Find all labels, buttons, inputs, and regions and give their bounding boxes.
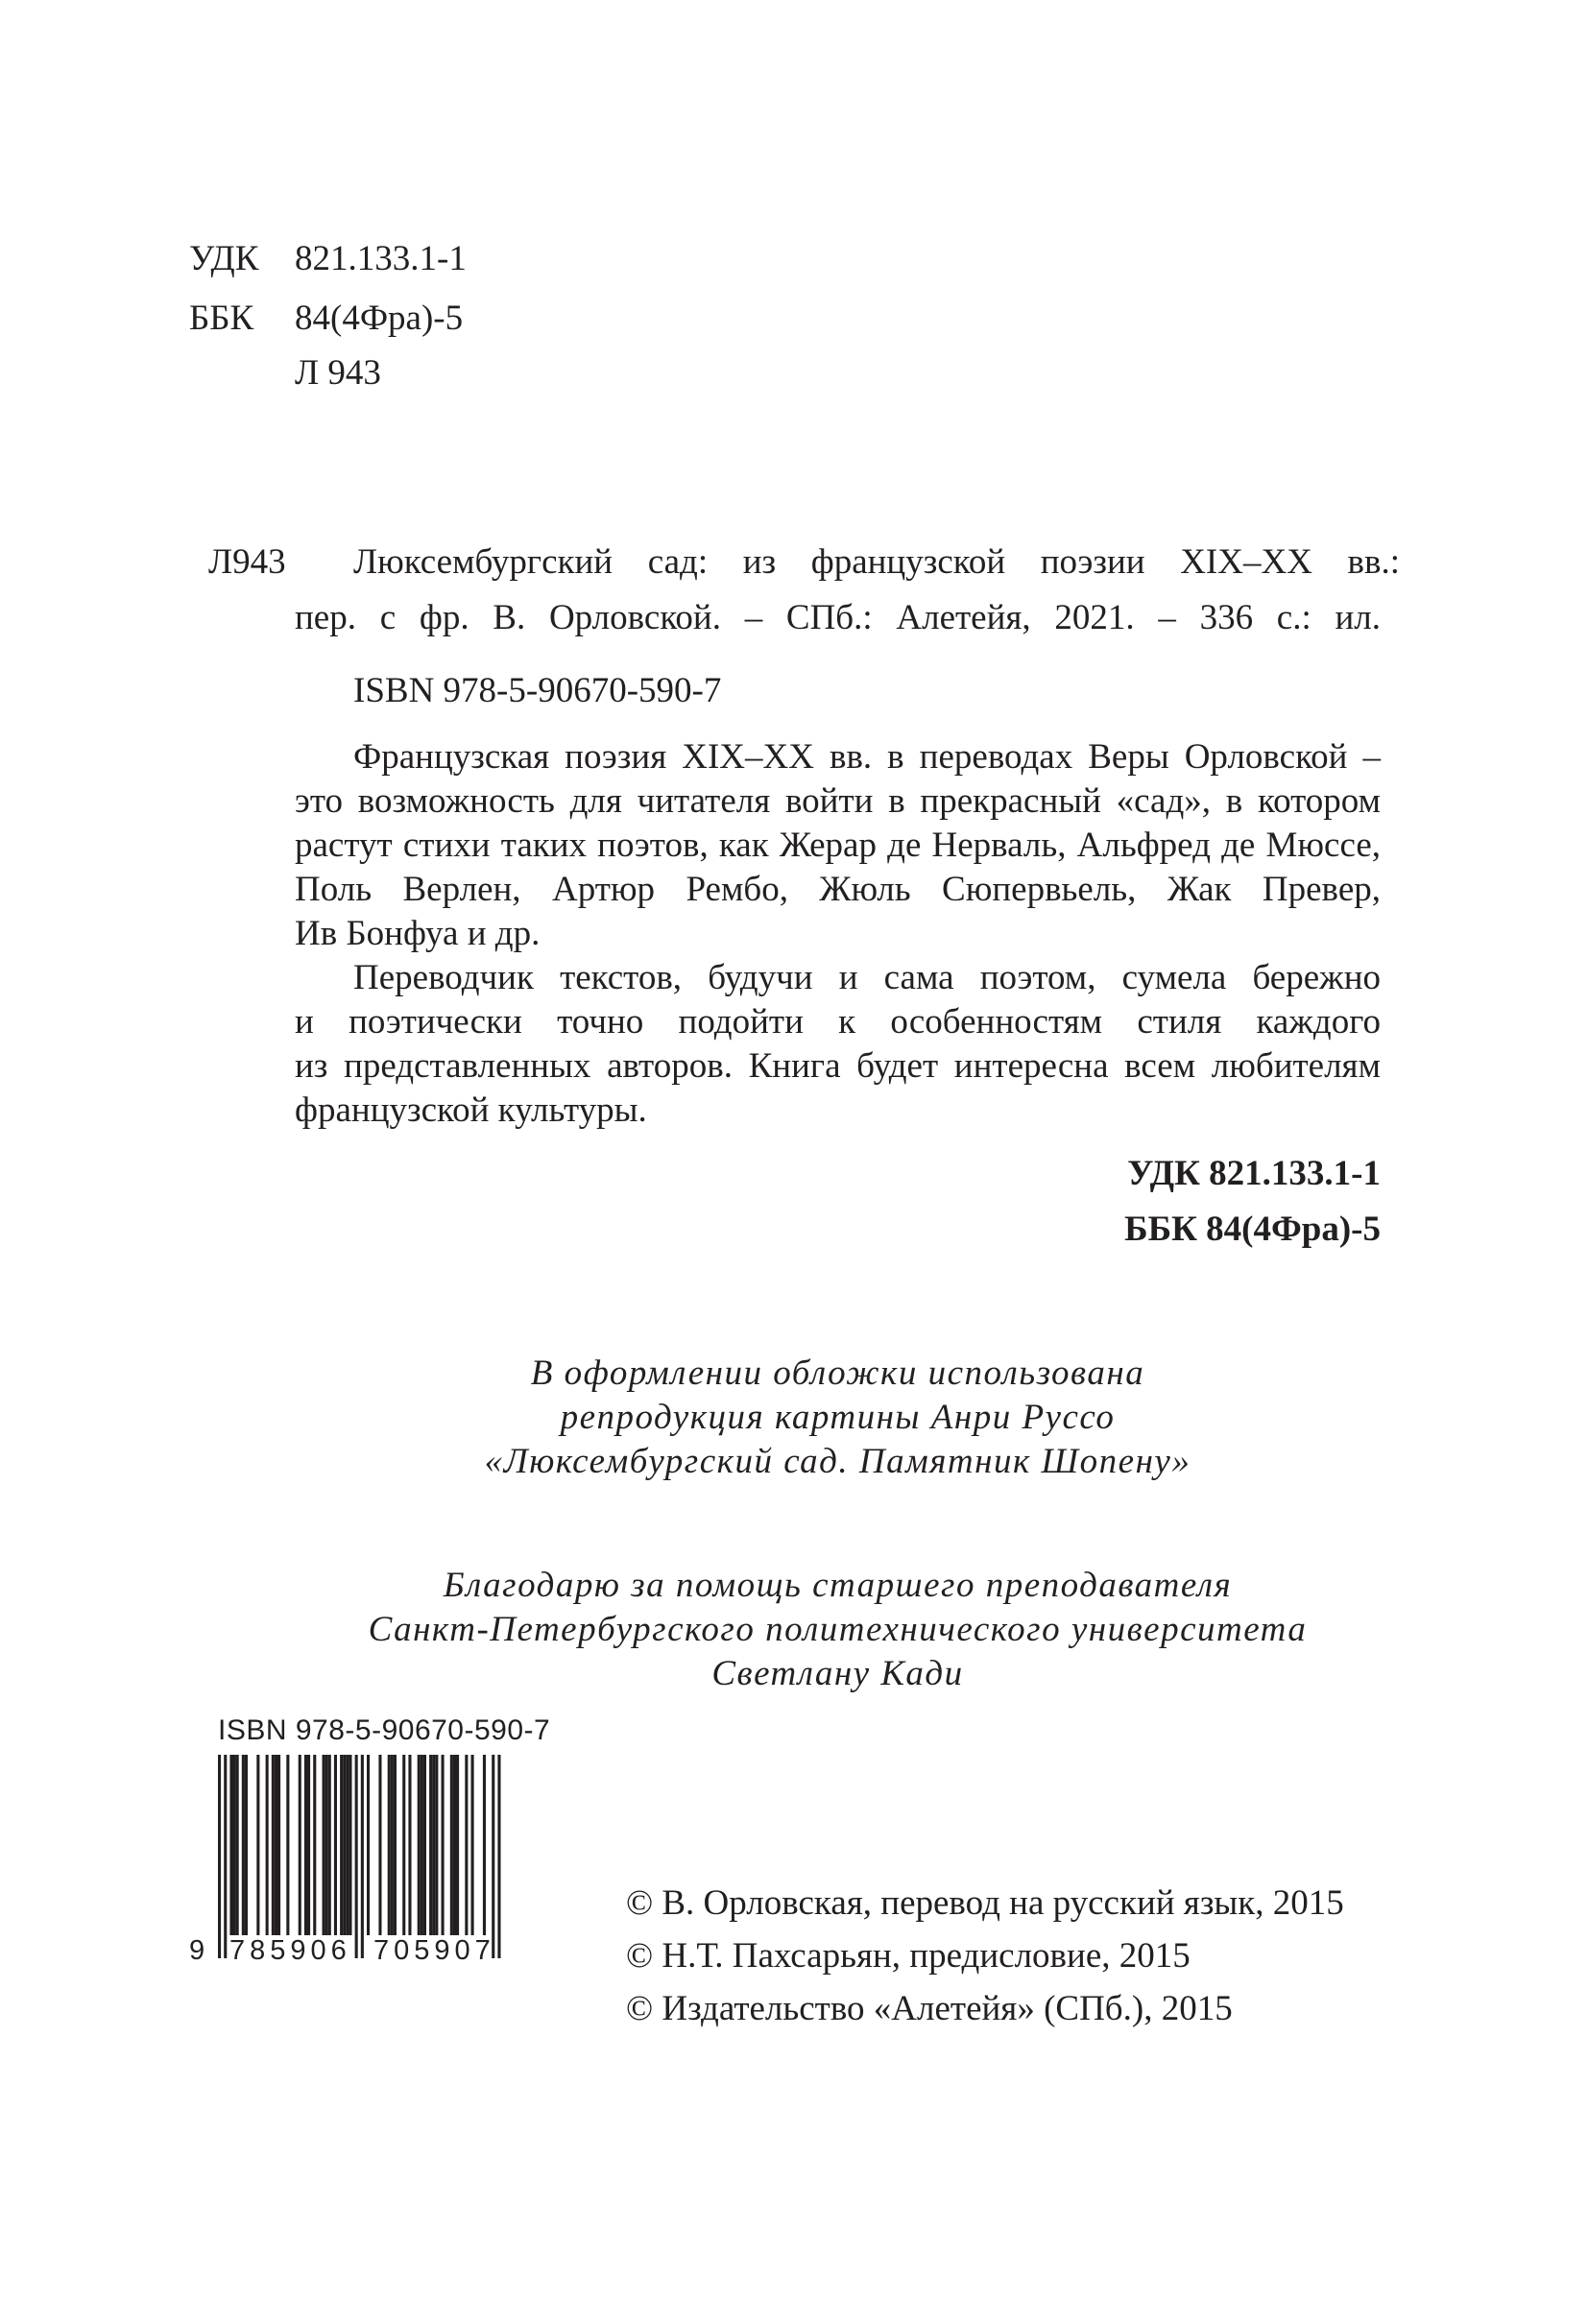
barcode-bar	[277, 1755, 280, 1935]
barcode-bar	[343, 1755, 346, 1935]
barcode-bar	[378, 1755, 381, 1935]
barcode-bar	[402, 1755, 405, 1935]
isbn-barcode	[189, 1714, 551, 1993]
barcode-bar	[453, 1755, 456, 1935]
cover-note	[288, 1352, 1387, 1484]
cover-note-line: В оформлении обложки использована	[530, 1354, 1145, 1393]
bbk-value-top: 84(4Фра)-5	[295, 299, 464, 338]
barcode-bar	[346, 1755, 349, 1935]
annotation-p2-line: из представленных авторов. Книга будет интересна всем любителям	[295, 1046, 1381, 1086]
annotation	[295, 735, 1381, 1133]
barcode-guard-bar	[492, 1755, 494, 1958]
barcode-bar	[275, 1755, 277, 1935]
acknowledgement-line: Благодарю за помощь старшего преподавателя	[443, 1566, 1233, 1605]
barcode-bar	[429, 1755, 432, 1935]
annotation-p1-line: Французская поэзия XIX–XX вв. в переводах Веры Орловской –	[353, 737, 1381, 777]
barcode-bar	[340, 1755, 343, 1935]
udk-value-top: 821.133.1-1	[295, 239, 467, 278]
barcode-bar	[423, 1755, 426, 1935]
entry-code: Л943	[208, 542, 286, 582]
barcode-bar	[391, 1755, 394, 1935]
barcode-bar	[432, 1755, 435, 1935]
barcode-bar	[266, 1755, 269, 1935]
bbk-label-top: ББК	[189, 299, 254, 338]
entry-isbn: ISBN 978-5-90670-590-7	[353, 671, 722, 710]
copyright-line: © В. Орловская, перевод на русский язык, 2015	[626, 1883, 1344, 1923]
acknowledgement	[288, 1564, 1387, 1696]
barcode-bar	[245, 1755, 248, 1935]
barcode-bar	[325, 1755, 328, 1935]
entry-imprint-line: пер. с фр. В. Орловской. – СПб.: Алетейя, 2021. – 336 с.: ил.	[295, 598, 1381, 637]
barcode-bar	[299, 1755, 301, 1935]
udk-bold: УДК 821.133.1-1	[1127, 1154, 1381, 1193]
barcode-bar	[394, 1755, 397, 1935]
copyright-block	[626, 1881, 1344, 2040]
barcode-bar	[304, 1755, 307, 1935]
barcode-bar	[233, 1755, 236, 1935]
barcode-bar	[465, 1755, 468, 1935]
cover-note-line: «Люксембургский сад. Памятник Шопену»	[484, 1442, 1191, 1481]
barcode-guard-bar	[224, 1755, 227, 1958]
annotation-p2-line: и поэтически точно подойти к особенностям стиля каждого	[295, 1002, 1381, 1042]
barcode-bar	[229, 1755, 232, 1935]
barcode-bar	[242, 1755, 245, 1935]
barcode-bar	[328, 1755, 331, 1935]
barcode-bar	[272, 1755, 275, 1935]
barcode-guard-bar	[361, 1755, 364, 1958]
barcode-bar	[286, 1755, 289, 1935]
barcode-bar	[236, 1755, 239, 1935]
barcode-bar	[442, 1755, 445, 1935]
barcode-isbn-text: ISBN 978-5-90670-590-7	[218, 1714, 551, 1746]
annotation-p2-line: Переводчик текстов, будучи и сама поэтом, сумела бережно	[353, 958, 1381, 997]
barcode-bar	[334, 1755, 337, 1935]
barcode-guard-bar	[218, 1755, 221, 1958]
barcode-bar	[483, 1755, 486, 1935]
annotation-p1-line: растут стихи таких поэтов, как Жерар де Нерваль, Альфред де Мюссе,	[295, 826, 1381, 865]
copyright-line: © Н.Т. Пахсарьян, предисловие, 2015	[626, 1936, 1191, 1976]
barcode-bar	[471, 1755, 474, 1935]
barcode-bar	[450, 1755, 453, 1935]
annotation-p2-line: французской культуры.	[295, 1090, 647, 1130]
acknowledgement-line: Светлану Кади	[711, 1654, 964, 1693]
entry-title-line: Люксембургский сад: из французской поэзии XIX–XX вв.:	[353, 542, 1400, 582]
barcode-guard-bar	[497, 1755, 500, 1958]
author-code-top: Л 943	[295, 353, 381, 393]
barcode-bar	[456, 1755, 459, 1935]
barcode-bars	[189, 1755, 535, 2004]
barcode-group-1: 785906	[229, 1935, 351, 1966]
barcode-bar	[408, 1755, 411, 1935]
barcode-bar	[418, 1755, 421, 1935]
barcode-group-2: 705907	[373, 1935, 495, 1966]
annotation-p1-line: это возможность для читателя войти в прекрасный «сад», в котором	[295, 781, 1381, 821]
bbk-bold: ББК 84(4Фра)-5	[1124, 1210, 1381, 1249]
udk-label-top: УДК	[189, 239, 259, 278]
barcode-bar	[367, 1755, 370, 1935]
barcode-bar	[256, 1755, 259, 1935]
barcode-lead-digit: 9	[189, 1935, 205, 1966]
copyright-line: © Издательство «Алетейя» (СПб.), 2015	[626, 1989, 1233, 2028]
barcode-bar	[388, 1755, 391, 1935]
cover-note-line: репродукция картины Анри Руссо	[560, 1398, 1116, 1437]
barcode-bar	[323, 1755, 325, 1935]
annotation-p1-line: Ив Бонфуа и др.	[295, 914, 541, 953]
barcode-guard-bar	[355, 1755, 358, 1958]
barcode-bar	[435, 1755, 438, 1935]
barcode-bar	[349, 1755, 351, 1935]
barcode-bar	[421, 1755, 423, 1935]
annotation-p1-line: Поль Верлен, Артюр Рембо, Жюль Сюпервьель, Жак Превер,	[295, 870, 1381, 909]
barcode-bar	[313, 1755, 316, 1935]
barcode-bar	[307, 1755, 310, 1935]
acknowledgement-line: Санкт-Петербургского политехнического университета	[368, 1610, 1308, 1649]
